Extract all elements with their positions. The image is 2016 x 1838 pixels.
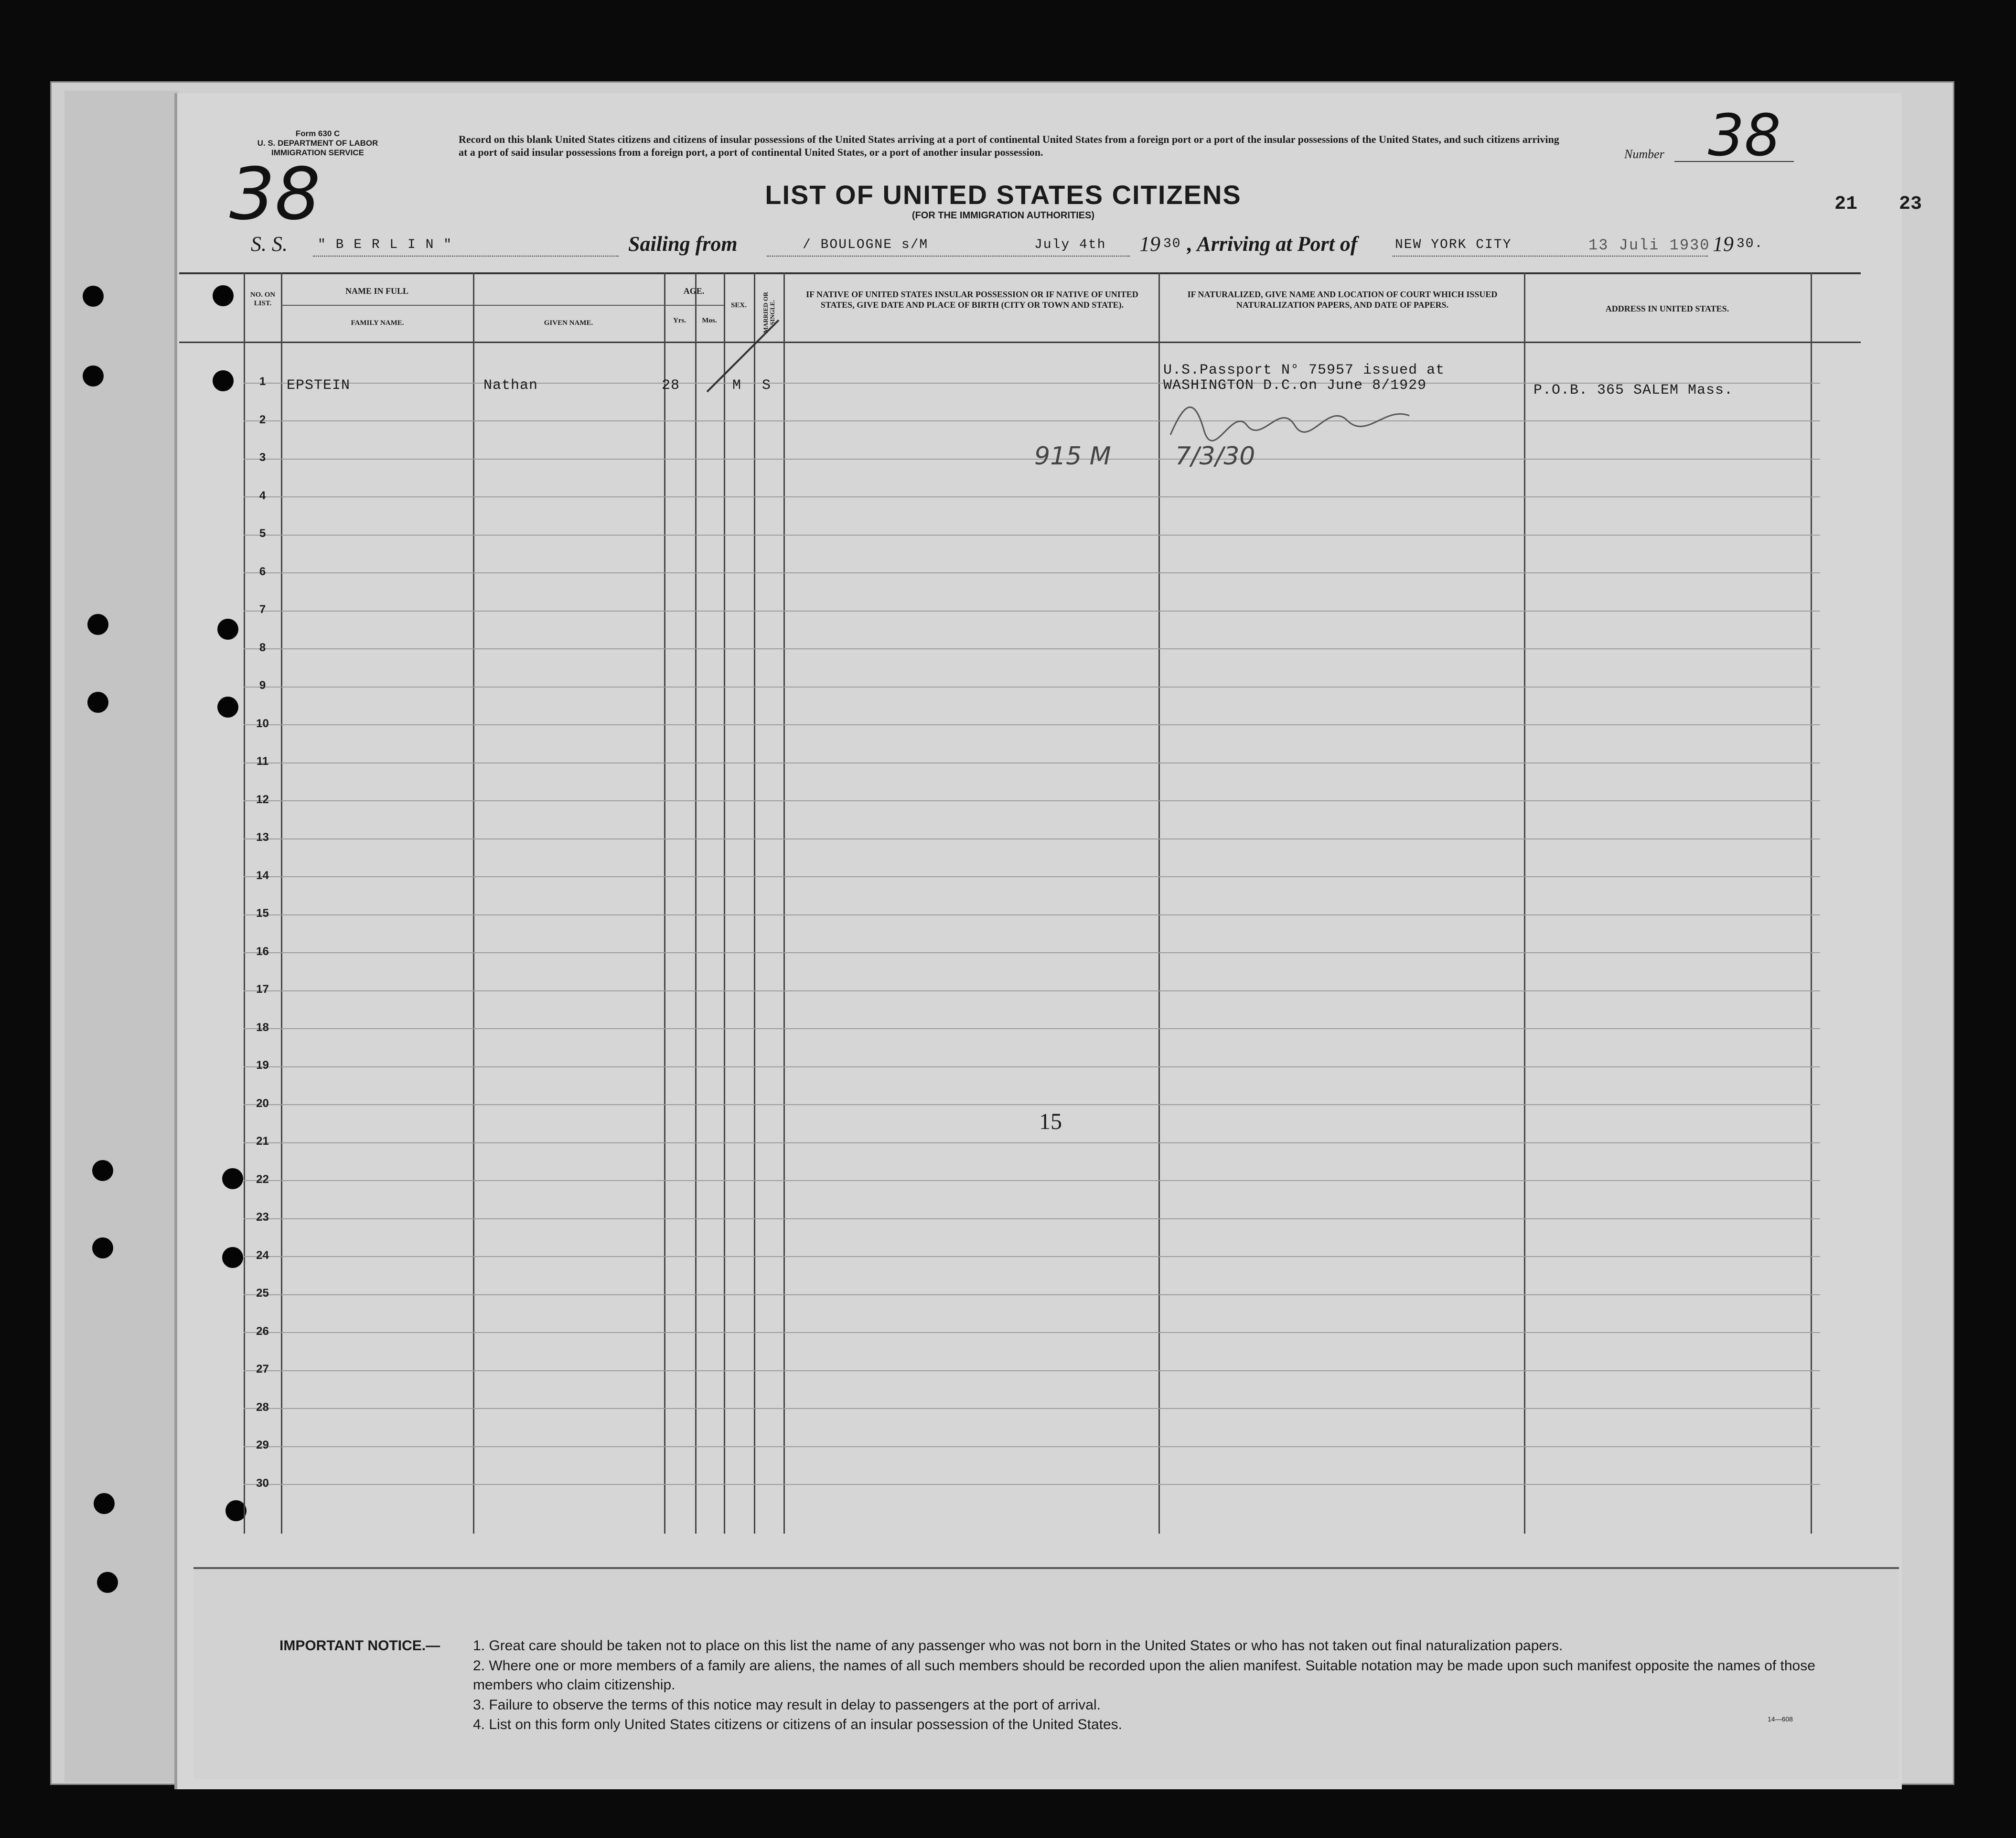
punch-hole [94, 1493, 115, 1514]
row-rule [244, 800, 1820, 801]
row-number: 22 [256, 1172, 269, 1186]
column-rule [1811, 272, 1812, 1534]
row-rule [244, 990, 1820, 991]
row-number: 19 [256, 1059, 269, 1072]
row-rule [244, 952, 1820, 953]
row-number: 26 [256, 1324, 269, 1338]
sailing-label: Sailing from [628, 232, 738, 256]
form-title [621, 179, 1385, 221]
column-rule [281, 272, 282, 1534]
header-years: Yrs. [673, 317, 686, 324]
entry-marital: S [762, 377, 772, 394]
side-number-a: 21 [1834, 193, 1858, 215]
column-rule [1158, 272, 1160, 1534]
ss-label: S. S. [251, 232, 288, 256]
row-rule [244, 838, 1820, 839]
sailing-from-port: / BOULOGNE s/M [803, 237, 929, 252]
row-number: 23 [256, 1211, 269, 1224]
row-rule [244, 687, 1820, 688]
year-prefix: 19 [1139, 232, 1160, 256]
entry-sex: M [732, 377, 742, 394]
row-rule [244, 420, 1820, 421]
row-number: 7 [259, 603, 266, 616]
row-rule [244, 1104, 1820, 1105]
row-rule [244, 876, 1820, 877]
notice-label: IMPORTANT NOTICE.— [279, 1638, 440, 1654]
row-rule [244, 611, 1820, 612]
row-number: 5 [259, 527, 266, 540]
row-rule [244, 914, 1820, 915]
punch-hole [83, 365, 104, 387]
signature-scrawl-icon [1166, 392, 1414, 444]
column-rule [754, 272, 755, 1534]
row-number: 16 [256, 945, 269, 958]
binding-margin [64, 91, 179, 1782]
punch-hole [92, 1160, 113, 1181]
row-rule [244, 1370, 1820, 1371]
column-rule [473, 272, 474, 1534]
header-age: AGE. [683, 286, 705, 296]
row-rule [244, 1332, 1820, 1333]
column-rule [724, 272, 725, 1534]
row-rule [244, 1180, 1820, 1181]
header-address: ADDRESS IN UNITED STATES. [1605, 304, 1729, 313]
row-number: 15 [256, 907, 269, 920]
header-naturalized: IF NATURALIZED, GIVE NAME AND LOCATION OF COURT WHICH ISSUED NATURALIZATION PAPERS, AND DATE OF PAPERS. [1187, 290, 1498, 310]
arrival-year-prefix: 19 [1713, 232, 1734, 256]
ship-name: " B E R L I N " [318, 237, 453, 252]
row-number: 11 [256, 755, 269, 768]
row-rule [244, 1484, 1820, 1485]
row-rule [244, 496, 1820, 497]
check-mark-icon [697, 315, 783, 397]
age-subheader-rule [664, 305, 724, 306]
row-number: 9 [259, 679, 266, 692]
column-rule [1524, 272, 1525, 1534]
handwritten-annotation-a: 915 M [1034, 442, 1111, 471]
row-number: 20 [256, 1096, 269, 1110]
punch-hole [83, 286, 104, 307]
row-number: 2 [259, 413, 266, 426]
row-number: 12 [256, 793, 269, 806]
row-rule [244, 724, 1820, 725]
row-rule [244, 459, 1820, 460]
row-number: 24 [256, 1248, 269, 1262]
row-rule [244, 535, 1820, 536]
page-title: LIST OF UNITED STATES CITIZENS [765, 180, 1242, 210]
list-number: 38 [1708, 103, 1781, 169]
header-given-name: GIVEN NAME. [544, 319, 593, 327]
row-number: 28 [256, 1400, 269, 1414]
row-number: 1 [259, 375, 266, 388]
entry-family-name: EPSTEIN [287, 377, 351, 394]
entry-papers-line1: U.S.Passport N° 75957 issued at [1163, 362, 1445, 378]
header-sex: SEX. [731, 301, 747, 309]
arrival-year: 30. [1737, 236, 1764, 251]
column-rule [695, 272, 697, 1534]
notice-item-1: 1. Great care should be taken not to place on this list the name of any passenger who was not born in the United States or who has not taken out final naturalization papers. [473, 1638, 1563, 1654]
punch-hole [87, 692, 108, 713]
department: U. S. DEPARTMENT OF LABOR [257, 139, 378, 148]
entry-papers-line2: WASHINGTON D.C.on June 8/1929 [1163, 377, 1427, 394]
row-number: 8 [259, 641, 266, 654]
row-number: 14 [256, 869, 269, 882]
row-number: 17 [256, 983, 269, 996]
record-note: Record on this blank United States citizens and citizens of insular possessions of the United States arriving at a port of continental United States from a foreign port or a port of the insular possessions of the United States, and such citizens arriving at a port of said insular possessions from a foreign port, a port of continental United States, or a port of another insular possession. [459, 133, 1559, 158]
print-code: 14—608 [1768, 1715, 1793, 1723]
header-separator [179, 342, 1861, 343]
arrival-date-stamp: 13 Juli 1930 [1588, 236, 1710, 254]
name-subheader-rule [281, 305, 664, 306]
side-number-b: 23 [1899, 193, 1922, 215]
ship-underline [313, 256, 619, 257]
row-rule [244, 1142, 1820, 1143]
column-rule [664, 272, 665, 1534]
row-rule [244, 1218, 1820, 1219]
arriving-port: NEW YORK CITY [1395, 237, 1512, 252]
stamp-number: 15 [1039, 1109, 1062, 1134]
row-rule [244, 1294, 1820, 1295]
row-number: 3 [259, 451, 266, 464]
row-rule [244, 1408, 1820, 1409]
entry-age-years: 28 [662, 377, 680, 394]
service: IMMIGRATION SERVICE [271, 148, 364, 157]
row-number: 6 [259, 565, 266, 578]
column-rule [783, 272, 785, 1534]
punch-hole [97, 1572, 118, 1593]
header-months: Mos. [702, 317, 717, 324]
voyage-line [251, 232, 1780, 260]
row-number: 10 [256, 717, 269, 730]
row-number: 25 [256, 1287, 269, 1300]
entry-address: P.O.B. 365 SALEM Mass. [1533, 382, 1734, 398]
row-number: 27 [256, 1363, 269, 1376]
row-number: 21 [256, 1135, 269, 1148]
row-number: 18 [256, 1021, 269, 1034]
row-rule [244, 1066, 1820, 1067]
arriving-label: , Arriving at Port of [1187, 232, 1358, 256]
row-rule [244, 1028, 1820, 1029]
punch-hole [92, 1237, 113, 1258]
header-name-in-full: NAME IN FULL [345, 286, 408, 296]
entry-given-name: Nathan [483, 377, 538, 394]
sailing-underline [767, 256, 1130, 257]
page-subtitle: (FOR THE IMMIGRATION AUTHORITIES) [911, 210, 1095, 221]
row-rule [244, 1256, 1820, 1257]
port-underline [1393, 256, 1708, 257]
notice-item-3: 3. Failure to observe the terms of this notice may result in delay to passengers at the port of arrival. [473, 1697, 1101, 1713]
header-family-name: FAMILY NAME. [351, 319, 404, 327]
header-birth: IF NATIVE OF UNITED STATES INSULAR POSSESSION OR IF NATIVE OF UNITED STATES, GIVE DATE AND PLACE OF BIRTH (CITY OR TOWN AND STATE). [806, 290, 1138, 310]
handwritten-annotation-b: 7/3/30 [1175, 442, 1255, 471]
row-number: 29 [256, 1439, 269, 1451]
handwritten-page-number: 38 [229, 153, 321, 236]
sailing-year: 30 [1163, 236, 1181, 251]
notice-item-2: 2. Where one or more members of a family are aliens, the names of all such members should be recorded upon the alien manifest. Suitable notation may be made upon such manifest opposite the names of those members who claim citizenship. [473, 1658, 1815, 1693]
row-number: 13 [256, 831, 269, 844]
notice-item-4: 4. List on this form only United States citizens or citizens of an insular possession of the United States. [473, 1717, 1123, 1732]
row-rule [244, 572, 1820, 573]
header-no-on-list: NO. ON LIST. [250, 291, 276, 307]
row-rule [244, 648, 1820, 649]
form-number: Form 630 C [295, 129, 340, 138]
row-rule [244, 1446, 1820, 1447]
punch-hole [87, 614, 108, 635]
row-number: 30 [256, 1476, 269, 1490]
sailing-date: July 4th [1034, 237, 1106, 252]
number-label: Number [1624, 147, 1664, 161]
row-number: 4 [259, 489, 266, 502]
header-marital: MARRIED OR SINGLE. [762, 291, 776, 333]
